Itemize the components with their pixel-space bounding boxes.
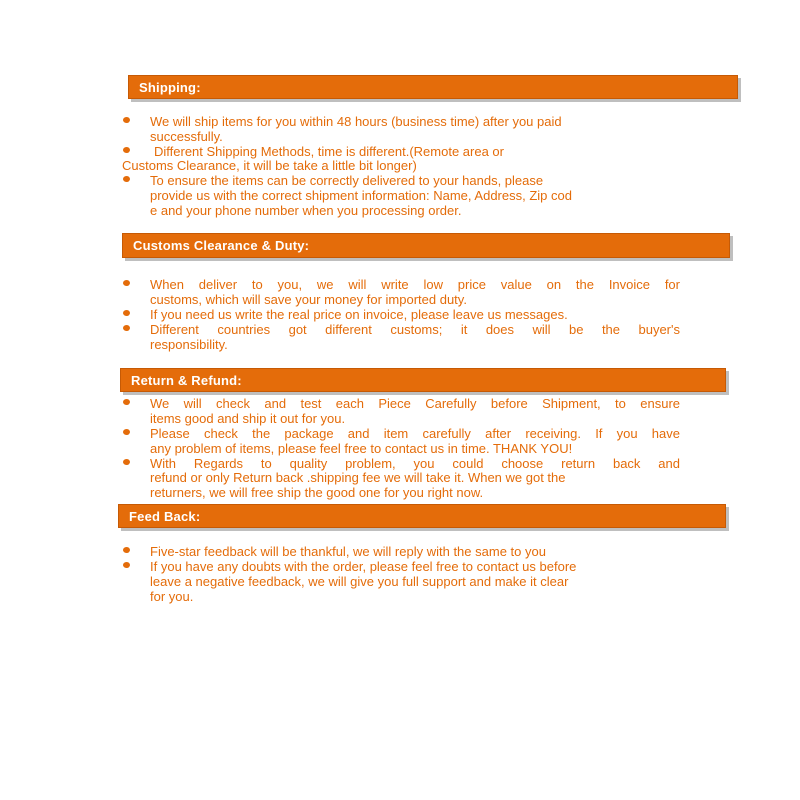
bullet-icon bbox=[123, 147, 130, 153]
customs-title: Customs Clearance & Duty: bbox=[133, 238, 310, 253]
customs-line-5: responsibility. bbox=[150, 337, 228, 352]
shipping-line-7: e and your phone number when you processing order. bbox=[150, 203, 462, 218]
bullet-icon bbox=[123, 310, 130, 316]
bullet-icon bbox=[123, 459, 130, 465]
customs-line-2: customs, which will save your money for imported duty. bbox=[150, 292, 467, 307]
bullet-icon bbox=[123, 399, 130, 405]
shipping-title: Shipping: bbox=[139, 79, 201, 95]
shipping-line-5: To ensure the items can be correctly delivered to your hands, please bbox=[150, 173, 544, 188]
bullet-icon bbox=[123, 429, 130, 435]
shipping-header-bar bbox=[128, 75, 738, 99]
shipping-line-4: Customs Clearance, it will be take a little bit longer) bbox=[122, 158, 417, 173]
customs-line-4: Different countries got different customs; it does will be the buyer's bbox=[150, 322, 680, 337]
feedback-line-1: Five-star feedback will be thankful, we will reply with the same to you bbox=[150, 544, 546, 559]
customs-header-bar bbox=[122, 233, 730, 258]
bullet-icon bbox=[123, 325, 130, 331]
feedback-line-2: If you have any doubts with the order, please feel free to contact us before bbox=[150, 559, 577, 574]
refund-title: Return & Refund: bbox=[131, 372, 242, 388]
shipping-line-3: Different Shipping Methods, time is different.(Remote area or bbox=[154, 144, 504, 159]
refund-line-4: any problem of items, please feel free to contact us in time. THANK YOU! bbox=[150, 441, 573, 456]
refund-line-3: Please check the package and item carefully after receiving. If you have bbox=[150, 426, 680, 441]
refund-header-bar bbox=[120, 368, 726, 392]
refund-line-2: items good and ship it out for you. bbox=[150, 411, 346, 426]
refund-line-7: returners, we will free ship the good one for you right now. bbox=[150, 485, 484, 500]
shipping-line-2: successfully. bbox=[150, 129, 223, 144]
bullet-icon bbox=[123, 562, 130, 568]
refund-line-5: With Regards to quality problem, you could choose return back and bbox=[150, 456, 680, 471]
feedback-title: Feed Back: bbox=[129, 508, 201, 524]
customs-line-1: When deliver to you, we will write low price value on the Invoice for bbox=[150, 277, 680, 292]
refund-line-1: We will check and test each Piece Carefully before Shipment, to ensure bbox=[150, 396, 680, 411]
feedback-line-4: for you. bbox=[150, 589, 194, 604]
bullet-icon bbox=[123, 280, 130, 286]
refund-line-6: refund or only Return back .shipping fee we will take it. When we got the bbox=[150, 470, 566, 485]
customs-line-3: If you need us write the real price on invoice, please leave us messages. bbox=[150, 307, 568, 322]
shipping-line-1: We will ship items for you within 48 hours (business time) after you paid bbox=[150, 114, 562, 129]
feedback-header-bar bbox=[118, 504, 726, 528]
feedback-line-3: leave a negative feedback, we will give you full support and make it clear bbox=[150, 574, 569, 589]
shipping-line-6: provide us with the correct shipment information: Name, Address, Zip cod bbox=[150, 188, 572, 203]
bullet-icon bbox=[123, 547, 130, 553]
bullet-icon bbox=[123, 117, 130, 123]
bullet-icon bbox=[123, 176, 130, 182]
